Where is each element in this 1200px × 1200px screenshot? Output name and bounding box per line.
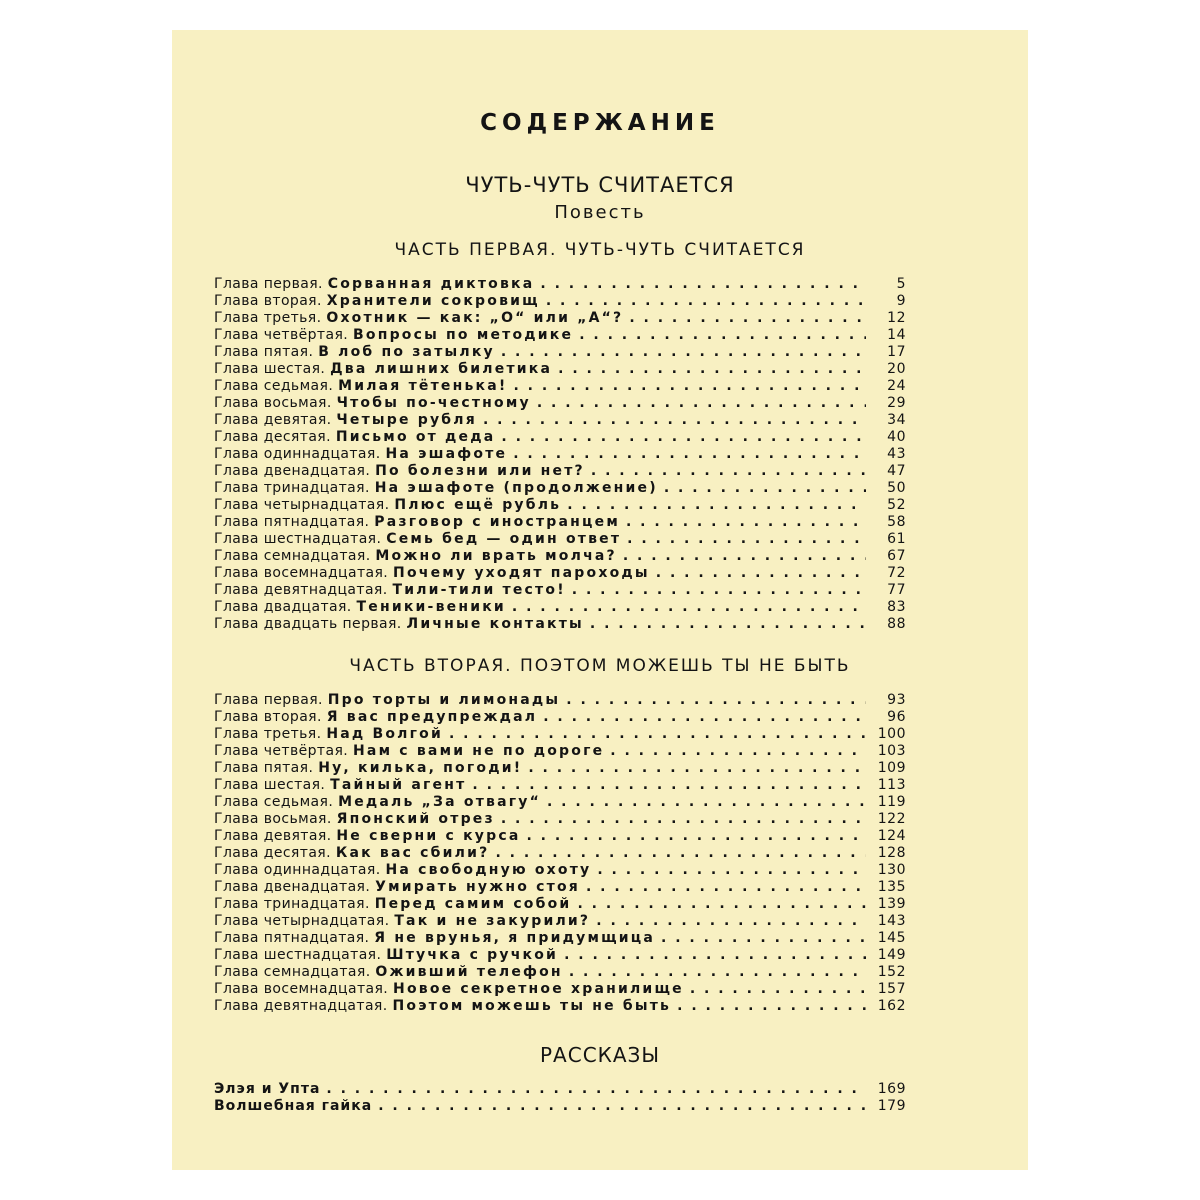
dot-leader: [627, 531, 866, 548]
chapter-title: По болезни или нет?: [375, 463, 585, 479]
dot-leader: [566, 692, 866, 709]
toc-entry: [214, 777, 906, 794]
toc-entry: [214, 531, 906, 548]
dot-leader: [629, 310, 866, 327]
toc-entry: [214, 344, 906, 361]
toc-entry: [214, 1098, 906, 1115]
page-number: 96: [887, 709, 906, 725]
page-number: 12: [887, 310, 906, 326]
chapter-title: Новое секретное хранилище: [393, 981, 684, 997]
page-number: 169: [877, 1081, 906, 1097]
page-number: 17: [887, 344, 906, 360]
toc-entry: [214, 760, 906, 777]
chapter-label: Глава первая.: [214, 692, 323, 708]
toc-entry: [214, 276, 906, 293]
toc-entry: [214, 896, 906, 913]
dot-leader: [378, 1098, 866, 1115]
chapter-label: Глава тринадцатая.: [214, 896, 370, 912]
toc-entry-text: [214, 964, 563, 981]
toc-entry-text: [214, 709, 537, 726]
chapter-title: Сорванная диктовка: [327, 276, 535, 292]
toc-entry: [214, 378, 906, 395]
dot-leader: [661, 930, 866, 947]
toc-entry-text: [214, 862, 591, 879]
page-number: 34: [887, 412, 906, 428]
toc-entry: [214, 1081, 906, 1098]
page-number: 145: [877, 930, 906, 946]
toc-entry-text: [214, 794, 541, 811]
toc-entry: [214, 913, 906, 930]
chapter-title: В лоб по затылку: [318, 344, 495, 360]
toc-entry-text: [214, 463, 585, 480]
dot-leader: [596, 913, 866, 930]
dot-leader: [526, 828, 866, 845]
dot-leader: [449, 726, 866, 743]
toc-entry: [214, 794, 906, 811]
page-number: 47: [887, 463, 906, 479]
chapter-label: Глава шестая.: [214, 361, 326, 377]
chapter-label: Глава восьмая.: [214, 395, 332, 411]
toc-entry-text: [214, 327, 573, 344]
toc-entry: [214, 862, 906, 879]
toc-entry-text: [214, 412, 477, 429]
toc-entry-text: [214, 310, 623, 327]
page-number: 20: [887, 361, 906, 377]
dot-leader: [528, 760, 866, 777]
toc-entry-text: [214, 981, 684, 998]
toc-entry-text: [214, 760, 522, 777]
toc-entry-text: [214, 565, 650, 582]
chapter-title: Медаль „За отвагу“: [338, 794, 541, 810]
chapter-label: Глава вторая.: [214, 709, 322, 725]
chapter-title: Перед самим собой: [374, 896, 572, 912]
page-number: 143: [877, 913, 906, 929]
toc-entry-text: [214, 582, 566, 599]
chapter-title: Я вас предупреждал: [326, 709, 538, 725]
toc-entry: [214, 327, 906, 344]
dot-leader: [664, 480, 866, 497]
dot-leader: [579, 327, 866, 344]
dot-leader: [501, 811, 866, 828]
toc-entry: [214, 998, 906, 1015]
page-number: 100: [877, 726, 906, 742]
chapter-label: Глава вторая.: [214, 293, 322, 309]
work-subtitle: Повесть: [554, 202, 646, 223]
toc-entry-text: [214, 276, 534, 293]
page-number: 122: [877, 811, 906, 827]
chapter-label: Глава четырнадцатая.: [214, 913, 390, 929]
toc-entry: [214, 616, 906, 633]
toc-entry-text: [214, 548, 617, 565]
toc-entry: [214, 361, 906, 378]
chapter-title: На эшафоте: [385, 446, 508, 462]
toc-entry: [214, 981, 906, 998]
toc-entry-text: [214, 930, 655, 947]
toc-entry-text: [214, 344, 495, 361]
chapter-title: Теники-веники: [356, 599, 506, 615]
chapter-label: Глава пятая.: [214, 344, 314, 360]
chapter-label: Глава двенадцатая.: [214, 879, 371, 895]
page-number: 24: [887, 378, 906, 394]
chapter-label: Глава первая.: [214, 276, 323, 292]
chapter-title: Как вас сбили?: [335, 845, 490, 861]
page-number: 72: [887, 565, 906, 581]
toc-entry: [214, 565, 906, 582]
dot-leader: [546, 293, 866, 310]
page-number: 29: [887, 395, 906, 411]
dot-leader: [472, 777, 866, 794]
toc-entry-text: [214, 845, 489, 862]
chapter-label: Глава одиннадцатая.: [214, 862, 381, 878]
chapter-title: Я не врунья, я придумщица: [374, 930, 656, 946]
chapter-label: Глава восемнадцатая.: [214, 981, 389, 997]
chapter-title: Штучка с ручкой: [386, 947, 559, 963]
toc-entry-text: [214, 361, 552, 378]
toc-entry-text: [214, 743, 604, 760]
part-one-heading: ЧАСТЬ ПЕРВАЯ. ЧУТЬ-ЧУТЬ СЧИТАЕТСЯ: [394, 240, 806, 260]
chapter-label: Глава пятнадцатая.: [214, 514, 370, 530]
toc-entry: [214, 446, 906, 463]
toc-part-two: [214, 692, 906, 1015]
toc-entry-text: [214, 378, 507, 395]
page-number: 67: [887, 548, 906, 564]
chapter-label: Глава третья.: [214, 726, 322, 742]
dot-leader: [572, 582, 866, 599]
chapter-title: На эшафоте (продолжение): [374, 480, 658, 496]
page-number: 50: [887, 480, 906, 496]
chapter-label: Глава шестнадцатая.: [214, 531, 382, 547]
chapter-label: Глава семнадцатая.: [214, 964, 371, 980]
page-number: 152: [877, 964, 906, 980]
dot-leader: [326, 1081, 866, 1098]
toc-entry: [214, 811, 906, 828]
dot-leader: [591, 463, 866, 480]
toc-entry-text: [214, 726, 443, 743]
toc-entry: [214, 930, 906, 947]
dot-leader: [626, 514, 866, 531]
toc-entry-text: [214, 497, 561, 514]
chapter-label: Глава двенадцатая.: [214, 463, 371, 479]
chapter-title: Разговор с иностранцем: [374, 514, 620, 530]
toc-entry-text: [214, 896, 571, 913]
toc-entry: [214, 879, 906, 896]
page-number: 130: [877, 862, 906, 878]
part-two-heading: ЧАСТЬ ВТОРАЯ. ПОЭТОМ МОЖЕШЬ ТЫ НЕ БЫТЬ: [349, 656, 851, 676]
chapter-title: Вопросы по методике: [353, 327, 574, 343]
chapter-title: Нам с вами не по дороге: [353, 743, 605, 759]
chapter-title: Хранители сокровищ: [326, 293, 540, 309]
toc-entry-text: [214, 879, 580, 896]
toc-entry: [214, 497, 906, 514]
toc-entry-text: [214, 811, 495, 828]
dot-leader: [590, 616, 866, 633]
dot-leader: [597, 862, 866, 879]
toc-part-one: [214, 276, 906, 633]
chapter-title: Письмо от деда: [335, 429, 496, 445]
toc-entry: [214, 709, 906, 726]
page-number: 40: [887, 429, 906, 445]
chapter-label: Глава шестая.: [214, 777, 326, 793]
toc-entry-text: [214, 395, 531, 412]
chapter-title: Почему уходят пароходы: [393, 565, 650, 581]
toc-entry: [214, 429, 906, 446]
toc-entry: [214, 692, 906, 709]
chapter-label: Глава восьмая.: [214, 811, 332, 827]
toc-entry: [214, 726, 906, 743]
chapter-title: Элэя и Упта: [214, 1081, 321, 1097]
page-number: 88: [887, 616, 906, 632]
chapter-title: Личные контакты: [406, 616, 584, 632]
work-title: ЧУТЬ-ЧУТЬ СЧИТАЕТСЯ: [465, 173, 735, 197]
chapter-label: Глава четвёртая.: [214, 743, 349, 759]
dot-leader: [543, 709, 866, 726]
toc-entry-text: [214, 947, 558, 964]
chapter-title: Охотник — как: „О“ или „А“?: [326, 310, 624, 326]
stories-heading: РАССКАЗЫ: [539, 1043, 661, 1067]
toc-entry-text: [214, 1098, 372, 1115]
chapter-title: Оживший телефон: [375, 964, 563, 980]
chapter-title: Не сверни с курса: [336, 828, 521, 844]
chapter-title: Умирать нужно стоя: [375, 879, 580, 895]
chapter-title: Можно ли врать молча?: [375, 548, 617, 564]
page-number: 52: [887, 497, 906, 513]
chapter-title: Семь бед — один ответ: [386, 531, 622, 547]
page-number: 103: [877, 743, 906, 759]
chapter-title: Четыре рубля: [336, 412, 477, 428]
page-number: 179: [877, 1098, 906, 1114]
toc-entry-text: [214, 1081, 320, 1098]
page-number: 14: [887, 327, 906, 343]
toc-entry-text: [214, 446, 507, 463]
page-number: 58: [887, 514, 906, 530]
toc-entry-text: [214, 828, 520, 845]
toc-entry: [214, 514, 906, 531]
chapter-title: Тайный агент: [330, 777, 467, 793]
page-number: 77: [887, 582, 906, 598]
page-number: 135: [877, 879, 906, 895]
toc-entry-text: [214, 913, 590, 930]
toc-entry-text: [214, 599, 506, 616]
chapter-title: Чтобы по-честному: [336, 395, 531, 411]
chapter-label: Глава четырнадцатая.: [214, 497, 390, 513]
toc-entry: [214, 828, 906, 845]
chapter-title: Про торты и лимонады: [327, 692, 561, 708]
dot-leader: [537, 395, 866, 412]
page-number: 61: [887, 531, 906, 547]
page-number: 162: [877, 998, 906, 1014]
chapter-title: Над Волгой: [326, 726, 443, 742]
dot-leader: [513, 446, 866, 463]
toc-entry: [214, 599, 906, 616]
chapter-label: Глава десятая.: [214, 429, 331, 445]
dot-leader: [577, 896, 866, 913]
chapter-title: Так и не закурили?: [394, 913, 591, 929]
book-page: [172, 30, 1028, 1170]
toc-entry: [214, 293, 906, 310]
page-number: 149: [877, 947, 906, 963]
toc-entry: [214, 412, 906, 429]
chapter-label: Глава одиннадцатая.: [214, 446, 381, 462]
chapter-label: Глава шестнадцатая.: [214, 947, 382, 963]
chapter-title: Милая тётенька!: [338, 378, 508, 394]
chapter-title: Поэтом можешь ты не быть: [392, 998, 672, 1014]
chapter-label: Глава восемнадцатая.: [214, 565, 389, 581]
chapter-title: Тили-тили тесто!: [392, 582, 566, 598]
chapter-label: Глава седьмая.: [214, 378, 334, 394]
dot-leader: [677, 998, 866, 1015]
toc-entry-text: [214, 692, 560, 709]
chapter-label: Глава третья.: [214, 310, 322, 326]
toc-entry-text: [214, 616, 584, 633]
toc-entry: [214, 548, 906, 565]
toc-entry-text: [214, 531, 621, 548]
page-number: 93: [887, 692, 906, 708]
chapter-label: Глава седьмая.: [214, 794, 334, 810]
chapter-title: Японский отрез: [336, 811, 495, 827]
chapter-label: Глава тринадцатая.: [214, 480, 370, 496]
toc-entry: [214, 845, 906, 862]
toc-entry-text: [214, 480, 658, 497]
dot-leader: [569, 964, 866, 981]
chapter-title: Волшебная гайка: [214, 1098, 373, 1114]
toc-entry-text: [214, 998, 671, 1015]
chapter-label: Глава девятая.: [214, 412, 332, 428]
page-number: 9: [896, 293, 906, 309]
page-title: СОДЕРЖАНИЕ: [480, 110, 720, 136]
toc-stories: [214, 1081, 906, 1115]
toc-entry: [214, 947, 906, 964]
dot-leader: [501, 429, 866, 446]
dot-leader: [623, 548, 866, 565]
dot-leader: [512, 599, 866, 616]
dot-leader: [586, 879, 866, 896]
toc-entry: [214, 310, 906, 327]
chapter-label: Глава десятая.: [214, 845, 331, 861]
toc-entry-text: [214, 514, 620, 531]
chapter-title: Ну, килька, погоди!: [318, 760, 523, 776]
page-number: 124: [877, 828, 906, 844]
page-number: 119: [877, 794, 906, 810]
dot-leader: [610, 743, 866, 760]
chapter-title: Плюс ещё рубль: [394, 497, 562, 513]
page-number: 83: [887, 599, 906, 615]
chapter-label: Глава двадцатая.: [214, 599, 352, 615]
toc-entry: [214, 582, 906, 599]
chapter-label: Глава пятая.: [214, 760, 314, 776]
page-number: 113: [877, 777, 906, 793]
chapter-label: Глава девятнадцатая.: [214, 582, 388, 598]
chapter-title: На свободную охоту: [385, 862, 592, 878]
chapter-label: Глава девятая.: [214, 828, 332, 844]
toc-entry-text: [214, 293, 540, 310]
chapter-label: Глава семнадцатая.: [214, 548, 371, 564]
toc-entry: [214, 480, 906, 497]
toc-entry-text: [214, 777, 466, 794]
dot-leader: [547, 794, 866, 811]
page-number: 157: [877, 981, 906, 997]
dot-leader: [558, 361, 866, 378]
toc-entry: [214, 395, 906, 412]
page-number: 43: [887, 446, 906, 462]
dot-leader: [690, 981, 866, 998]
dot-leader: [495, 845, 866, 862]
chapter-label: Глава четвёртая.: [214, 327, 349, 343]
chapter-title: Два лишних билетика: [330, 361, 553, 377]
toc-entry: [214, 964, 906, 981]
dot-leader: [513, 378, 866, 395]
toc-entry: [214, 463, 906, 480]
dot-leader: [540, 276, 866, 293]
dot-leader: [483, 412, 866, 429]
page-number: 128: [877, 845, 906, 861]
toc-entry: [214, 743, 906, 760]
page-number: 5: [896, 276, 906, 292]
chapter-label: Глава девятнадцатая.: [214, 998, 388, 1014]
dot-leader: [501, 344, 866, 361]
dot-leader: [564, 947, 866, 964]
chapter-label: Глава двадцать первая.: [214, 616, 402, 632]
dot-leader: [567, 497, 866, 514]
chapter-label: Глава пятнадцатая.: [214, 930, 370, 946]
page-number: 139: [877, 896, 906, 912]
page-number: 109: [877, 760, 906, 776]
toc-entry-text: [214, 429, 495, 446]
dot-leader: [656, 565, 866, 582]
